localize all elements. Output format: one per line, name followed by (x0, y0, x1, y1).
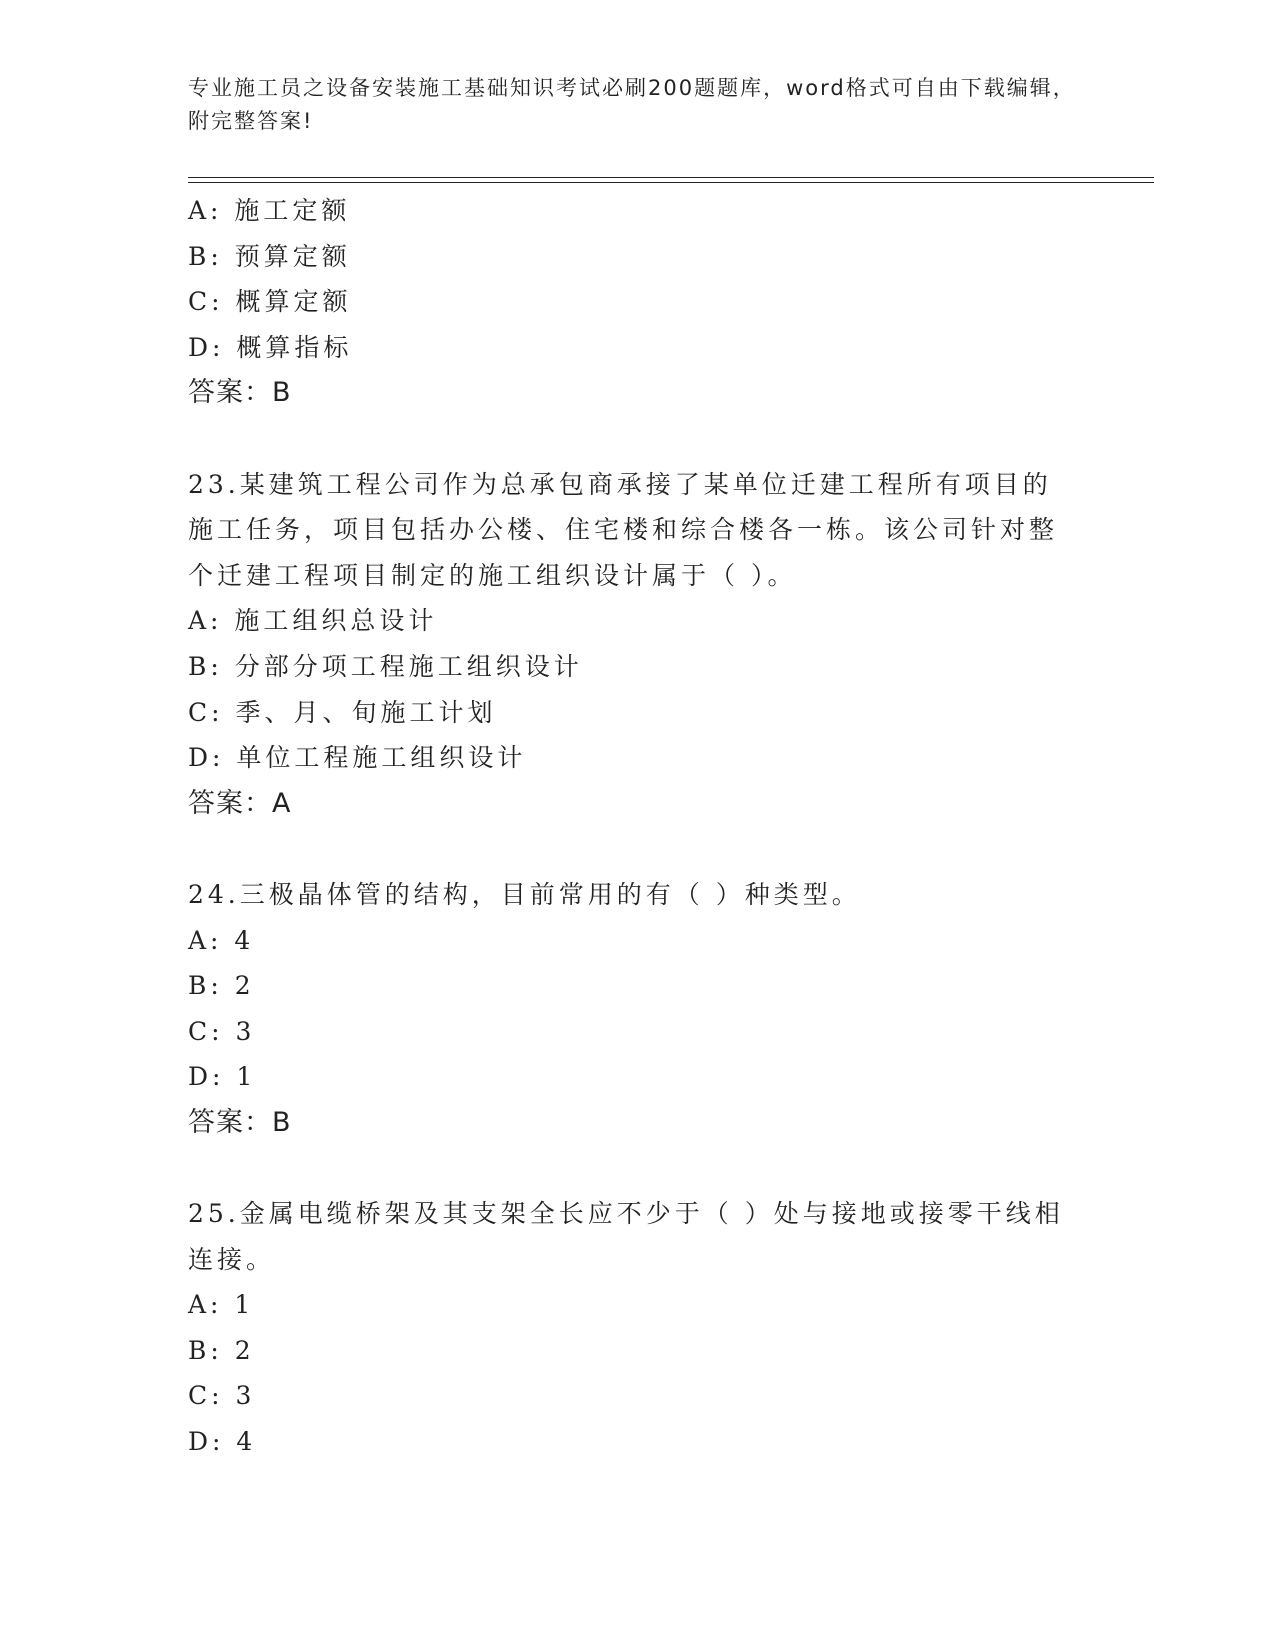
answer: 答案：B (188, 1106, 292, 1138)
option-a: A: 施工定额 (188, 196, 351, 225)
option-a: A: 施工组织总设计 (188, 606, 438, 636)
spacer (188, 416, 1108, 462)
option-c: C: 概算定额 (188, 287, 352, 317)
question-list (188, 188, 1108, 1465)
header-rule-top (188, 177, 1154, 178)
question-23 (188, 462, 1108, 827)
header-rule-bottom (188, 182, 1154, 183)
option-a: A: 4 (188, 925, 255, 955)
option-d: D: 概算指标 (188, 332, 353, 362)
option-d: D: 4 (188, 1427, 257, 1457)
question-25 (188, 1191, 1108, 1465)
option-b: B: 预算定额 (188, 241, 351, 271)
answer: 答案：A (188, 787, 292, 819)
option-d: D: 1 (188, 1062, 257, 1092)
question-24 (188, 872, 1108, 1146)
option-c: C: 季、月、旬施工计划 (188, 697, 497, 727)
question-22-options (188, 188, 1108, 416)
spacer (188, 826, 1108, 872)
page-header-title: 专业施工员之设备安装施工基础知识考试必刷200题题库，word格式可自由下载编辑，附完整答案! (188, 76, 1076, 133)
question-stem: 24.三极晶体管的结构，目前常用的有（ ）种类型。 (188, 879, 861, 909)
answer: 答案：B (188, 377, 292, 409)
option-b: B: 2 (188, 971, 255, 1001)
option-a: A: 1 (188, 1290, 255, 1320)
option-d: D: 单位工程施工组织设计 (188, 743, 527, 773)
option-b: B: 分部分项工程施工组织设计 (188, 651, 583, 681)
question-stem: 23.某建筑工程公司作为总承包商承接了某单位迁建工程所有项目的施工任务，项目包括办公楼、住宅楼和综合楼各一栋。该公司针对整个迁建工程项目制定的施工组织设计属于（ ）。 (188, 469, 1059, 590)
option-c: C: 3 (188, 1381, 256, 1411)
option-b: B: 2 (188, 1335, 255, 1365)
question-stem: 25.金属电缆桥架及其支架全长应不少于（ ）处与接地或接零干线相连接。 (188, 1199, 1064, 1274)
spacer (188, 1145, 1108, 1191)
option-c: C: 3 (188, 1016, 256, 1046)
